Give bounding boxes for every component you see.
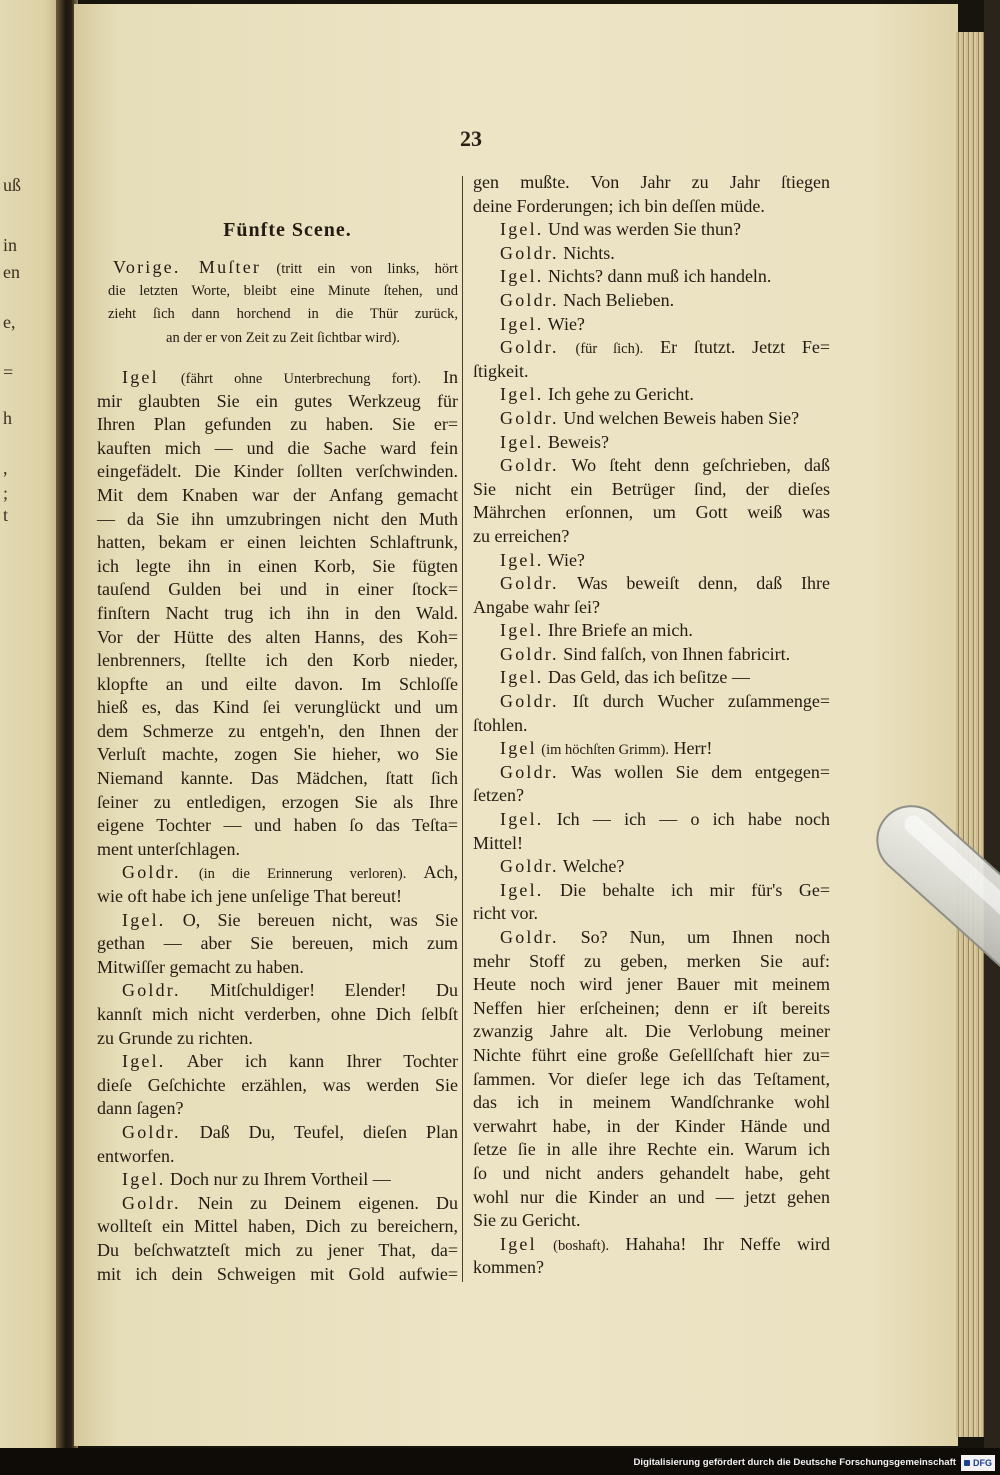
text-line [473, 1020, 830, 1044]
column-divider [462, 176, 463, 1282]
line-text: kannſt mich nicht verderben, ohne Dich ſelbſt [97, 1004, 458, 1024]
text-line [97, 390, 458, 414]
dialogue-paragraph [97, 1192, 458, 1286]
page-number: 23 [460, 126, 482, 151]
line-text: ſeiner zu entledigen, erzogen Sie als Ihre [97, 791, 458, 812]
line-text: Ich gehe zu Gericht. [547, 384, 694, 405]
text-line [97, 437, 458, 461]
line-text: Mitſchuldiger! Elender! Du [210, 980, 458, 1001]
speaker-name: Igel. [500, 313, 544, 334]
line-text: Mährchen erſonnen, um Gott weiß was [473, 502, 830, 523]
facing-page-fragment: = [3, 362, 14, 382]
line-text: mir glaubten Sie ein gutes Werkzeug für [97, 390, 458, 411]
line-text: Und welchen Beweis haben Sie? [563, 407, 800, 428]
line-text: O, Sie bereuen nicht, was Sie [182, 909, 458, 930]
text-line [97, 413, 458, 437]
right-column-dialogue [473, 171, 830, 1280]
inline-stage-direction: (fährt ohne Unterbrechung fort). [180, 370, 421, 387]
text-line [473, 1091, 830, 1115]
text-line [97, 814, 458, 838]
line-text: Doch nur zu Ihrem Vortheil — [169, 1169, 391, 1190]
text-line [108, 280, 458, 304]
line-text: ſammen. Vor dieſer lege ich das Teſtament, [473, 1068, 830, 1089]
speaker-name: Goldr. [500, 242, 559, 263]
text-line [97, 578, 458, 602]
speaker-name: Igel. [500, 431, 544, 452]
text-line [473, 572, 830, 596]
speaker-name: Goldr. [500, 337, 559, 358]
text-line [473, 1044, 830, 1068]
text-line [97, 366, 458, 390]
line-text: dann ſagen? [97, 1098, 184, 1119]
dialogue-paragraph [473, 171, 830, 218]
speaker-name: Igel. [500, 879, 544, 900]
line-text: eigene Tochter — und haben ſo das Teſta= [97, 815, 458, 836]
line-text: Wie? [547, 549, 585, 570]
text-line [473, 1233, 830, 1257]
line-text: Heute noch wird jener Bauer mit meinem [473, 974, 830, 995]
text-line [97, 838, 458, 862]
text-line [97, 767, 458, 791]
line-text: wie oft habe ich jene unſelige That bereut! [97, 886, 403, 907]
line-text: richt vor. [473, 903, 538, 924]
text-line [97, 1097, 458, 1121]
dialogue-paragraph [473, 289, 830, 313]
facing-page-fragment: e, [3, 312, 16, 332]
dialogue-paragraph [97, 366, 458, 861]
text-line [97, 508, 458, 532]
dfg-logo-text: DFG [973, 1458, 992, 1468]
line-text: Du beſchwatzteſt mich zu jener That, da= [97, 1239, 458, 1260]
speaker-name: Igel. [500, 384, 544, 405]
dialogue-paragraph [473, 218, 830, 242]
scene-heading: Fünfte Scene. [223, 219, 352, 241]
dialogue-paragraph [473, 454, 830, 548]
text-line [97, 861, 458, 885]
text-line [473, 454, 830, 478]
dialogue-paragraph [97, 979, 458, 1050]
line-text: (in die Erinnerung verloren). Ach, [198, 862, 459, 883]
dialogue-paragraph [473, 761, 830, 808]
text-line [473, 1186, 830, 1210]
text-line [473, 313, 830, 337]
facing-page-fragment: en [3, 262, 20, 282]
inline-stage-direction: (im höchſten Grimm). [541, 742, 669, 759]
line-text: Mit dem Knaben war der Anfang gemacht [97, 484, 458, 505]
dialogue-paragraph [473, 549, 830, 573]
speaker-name: Goldr. [500, 573, 559, 594]
speaker-name: Igel. [122, 1169, 166, 1190]
line-text: Welche? [562, 856, 625, 877]
facing-page-fragment: h [3, 408, 12, 428]
text-line [97, 909, 458, 933]
text-line [97, 531, 458, 555]
line-text: — da Sie ihn umzubringen nicht den Muth [97, 508, 458, 529]
text-line [97, 484, 458, 508]
speaker-name: Goldr. [122, 862, 181, 883]
glass-page-weight-shape [860, 775, 1000, 975]
text-line [473, 265, 830, 289]
text-line [97, 1027, 458, 1051]
speaker-name: Goldr. [500, 289, 559, 310]
text-line [473, 784, 830, 808]
speaker-name: Goldr. [122, 1121, 181, 1142]
line-text: lenbrenners, ſtellte ich den Korb nieder, [97, 650, 458, 671]
dialogue-paragraph [473, 383, 830, 407]
speaker-name: Goldr. [122, 980, 181, 1001]
dialogue-paragraph [473, 643, 830, 667]
text-line [473, 1115, 830, 1139]
dialogue-paragraph [97, 1121, 458, 1168]
dialogue-paragraph [473, 313, 830, 337]
speaker-name: Igel [500, 1233, 537, 1254]
line-text: Was beweiſt denn, daß Ihre [577, 573, 830, 594]
line-text: Sie nicht ein Betrüger ſind, der dieſes [473, 478, 830, 499]
text-line [97, 649, 458, 673]
text-line [97, 932, 458, 956]
line-text: gethan — aber Sie bereuen, mich zum [97, 933, 458, 954]
text-line [473, 808, 830, 832]
speaker-name: Igel. [500, 620, 544, 641]
text-line [473, 336, 830, 360]
line-text: eingefädelt. Die Kinder ſollten verſchwinden. [97, 461, 458, 482]
dialogue-paragraph [473, 572, 830, 619]
text-line [473, 1068, 830, 1092]
line-text: ſtigkeit. [473, 360, 529, 381]
line-text: Ihren Plan gefunden zu haben. Sie er= [97, 414, 458, 435]
text-line [473, 1209, 830, 1233]
line-text: Iſt durch Wucher zuſammenge= [572, 691, 830, 712]
text-line [97, 1239, 458, 1263]
dialogue-paragraph [473, 808, 830, 855]
line-text: ſetze ſie in alle ihre Rechte ein. Warum ich [473, 1139, 830, 1160]
line-text: kauften mich — und die Sache ward fein [97, 437, 458, 458]
text-line [473, 832, 830, 856]
speaker-name: Igel. [500, 549, 544, 570]
dialogue-paragraph [97, 909, 458, 980]
line-text: Angabe wahr ſei? [473, 596, 600, 617]
text-line [97, 1192, 458, 1216]
text-line [97, 1050, 458, 1074]
text-line [97, 460, 458, 484]
text-line [473, 431, 830, 455]
facing-page-fragment: in [3, 235, 18, 255]
text-line [473, 879, 830, 903]
text-line [473, 407, 830, 431]
line-text: zu erreichen? [473, 525, 570, 546]
line-text: Aber ich kann Ihrer Tochter [186, 1051, 458, 1072]
page-stack-edge [956, 32, 986, 1437]
text-line [473, 195, 830, 219]
line-text: Wo ſteht denn geſchrieben, daß [571, 455, 830, 476]
speaker-name: Goldr. [500, 691, 559, 712]
text-line [473, 855, 830, 879]
line-text: Ihre Briefe an mich. [547, 620, 693, 641]
text-line [97, 743, 458, 767]
right-text-column [473, 171, 830, 1280]
text-line [97, 1145, 458, 1169]
text-line [97, 1121, 458, 1145]
line-text: an der er von Zeit zu Zeit ſichtbar wird). [166, 329, 400, 346]
line-text: Daß Du, Teufel, dieſen Plan [199, 1121, 459, 1142]
text-line [473, 1138, 830, 1162]
line-text: Nichts. [563, 242, 615, 263]
text-line [97, 1168, 458, 1192]
line-text: mit ich dein Schweigen mit Gold aufwie= [97, 1263, 458, 1284]
speaker-name: Igel [500, 738, 537, 759]
line-text: kommen? [473, 1257, 544, 1278]
line-text: dem Schmerze zu entgeh'n, den Ihnen der [97, 720, 458, 741]
text-line [473, 171, 830, 195]
line-text: Wie? [547, 313, 585, 334]
dialogue-paragraph [97, 1050, 458, 1121]
line-text: das ich in meinem Wandſchranke wohl [473, 1092, 830, 1113]
dialogue-paragraph [473, 666, 830, 690]
speaker-name: Igel. [122, 909, 166, 930]
inline-stage-direction: (boshaft). [553, 1237, 610, 1254]
line-text: zwanzig Jahre alt. Die Verlobung meiner [473, 1021, 830, 1042]
background-edge [984, 0, 1000, 1475]
text-line [473, 478, 830, 502]
speaker-name: Vorige. Muſter [113, 257, 262, 277]
speaker-name: Goldr. [500, 761, 559, 782]
dfg-logo-icon [964, 1460, 970, 1466]
line-text: Nichte führt eine große Geſellſchaft hier zu= [473, 1044, 830, 1065]
line-text: tauſend Gulden bei und in einer ſtock= [97, 579, 458, 600]
line-text: ſtohlen. [473, 714, 528, 735]
text-line [108, 327, 458, 351]
text-line [97, 555, 458, 579]
text-line [97, 956, 458, 980]
line-text: (fährt ohne Unterbrechung fort). In [180, 366, 458, 387]
line-text: Vor der Hütte des alten Hanns, des Koh= [97, 626, 458, 647]
facing-page-fragment: , [3, 458, 8, 478]
facing-page-fragment: uß [3, 175, 21, 195]
line-text: Beweis? [547, 431, 609, 452]
text-line [108, 256, 458, 280]
facing-page-fragment: t [3, 505, 9, 525]
digitization-credit: Digitalisierung gefördert durch die Deutsche Forschungsgemeinschaft [633, 1457, 956, 1468]
text-line [473, 926, 830, 950]
text-line [97, 696, 458, 720]
text-line [97, 791, 458, 815]
text-line [473, 737, 830, 761]
speaker-name: Goldr. [500, 643, 559, 664]
line-text: Sind falſch, von Ihnen fabricirt. [563, 643, 791, 664]
text-line [97, 1263, 458, 1287]
line-text: ſo und nicht anders gehandelt habe, geht [473, 1162, 830, 1183]
line-text: ment unterſchlagen. [97, 838, 240, 859]
text-line [473, 289, 830, 313]
text-line [473, 596, 830, 620]
line-text: wohl nur die Kinder an und — jetzt gehen [473, 1186, 830, 1207]
line-text: zieht ſich dann horchend in die Thür zurück, [108, 306, 458, 323]
dialogue-paragraph [473, 336, 830, 383]
line-text: hatten, bekam er einen leichten Schlaftrunk, [97, 532, 458, 553]
line-text: gen mußte. Von Jahr zu Jahr ſtiegen [473, 172, 830, 192]
text-line [473, 997, 830, 1021]
dialogue-paragraph [473, 879, 830, 926]
line-text: Was wollen Sie dem entgegen= [570, 761, 830, 782]
text-line [473, 1256, 830, 1280]
speaker-name: Igel. [122, 1051, 166, 1072]
text-line [473, 902, 830, 926]
line-text: (boshaft). Hahaha! Ihr Neffe wird [553, 1233, 830, 1254]
text-line [97, 1003, 458, 1027]
line-text: Nach Belieben. [563, 289, 675, 310]
dialogue-paragraph [473, 926, 830, 1233]
speaker-name: Goldr. [500, 856, 559, 877]
inline-stage-direction: (in die Erinnerung verloren). [198, 866, 407, 883]
text-line [473, 501, 830, 525]
dialogue-paragraph [473, 855, 830, 879]
dfg-logo [961, 1455, 995, 1471]
text-line [473, 643, 830, 667]
inline-stage-direction: (für ſich). [575, 341, 644, 358]
line-text: ich legte ihn in einen Korb, Sie fügten [97, 555, 458, 576]
dialogue-paragraph [473, 1233, 830, 1280]
text-line [473, 690, 830, 714]
text-line [473, 218, 830, 242]
dialogue-paragraph [473, 690, 830, 737]
dialogue-paragraph [473, 431, 830, 455]
line-text: Und was werden Sie thun? [547, 219, 741, 240]
left-column-dialogue [97, 366, 458, 1286]
line-text: So? Nun, um Ihnen noch [580, 927, 830, 947]
left-text-column [97, 218, 458, 1286]
line-text: Sie zu Gericht. [473, 1210, 581, 1231]
line-text: Verluſt machte, zogen Sie hieher, wo Sie [97, 744, 458, 765]
line-text: entworfen. [97, 1145, 175, 1166]
line-text: (im höchſten Grimm). Herr! [541, 738, 713, 759]
text-line [473, 973, 830, 997]
speaker-name: Goldr. [500, 927, 559, 947]
text-line [97, 673, 458, 697]
speaker-name: Igel. [500, 667, 544, 688]
line-text: Ich — ich — o ich habe noch [556, 809, 830, 830]
line-text: hieß es, das Kind ſei verunglückt und um [97, 697, 458, 718]
stage-direction-block [97, 256, 458, 350]
line-text: zu Grunde zu richten. [97, 1027, 253, 1048]
dialogue-paragraph [473, 619, 830, 643]
line-text: Neffen hier erſcheinen; denn er iſt bereits [473, 997, 830, 1018]
text-line [97, 979, 458, 1003]
speaker-name: Igel [122, 366, 159, 387]
text-line [97, 1074, 458, 1098]
line-text: Niemand kannte. Das Mädchen, ſtatt ſich [97, 768, 458, 789]
text-line [473, 950, 830, 974]
text-line [473, 360, 830, 384]
speaker-name: Goldr. [122, 1192, 181, 1213]
speaker-name: Igel. [500, 266, 544, 287]
line-text: ſetzen? [473, 785, 524, 806]
text-line [97, 1215, 458, 1239]
text-line [473, 1162, 830, 1186]
dialogue-paragraph [473, 242, 830, 266]
line-text: Das Geld, das ich beſitze — [547, 667, 750, 688]
text-line [473, 549, 830, 573]
line-text: mehr Stoff zu geben, merken Sie auf: [473, 950, 830, 971]
text-line [97, 602, 458, 626]
line-text: Mitwiſſer gemacht zu haben. [97, 956, 304, 977]
line-text: die letzten Worte, bleibt eine Minute ſtehen, und [108, 282, 458, 299]
text-line [473, 525, 830, 549]
facing-page-edge [0, 0, 64, 1448]
text-line [108, 303, 458, 327]
line-text: finſtern Nacht trug ich ihn in den Wald. [97, 602, 458, 623]
line-text: deine Forderungen; ich bin deſſen müde. [473, 195, 765, 216]
dialogue-paragraph [97, 861, 458, 908]
line-text: (tritt ein von links, hört [276, 261, 458, 277]
facing-page-fragment: ; [3, 483, 9, 503]
line-text: (für ſich). Er ſtutzt. Jetzt Fe= [575, 337, 831, 358]
dialogue-paragraph [473, 407, 830, 431]
speaker-name: Goldr. [500, 455, 559, 476]
text-line [473, 666, 830, 690]
line-text: verwahrt habe, in der Kinder Hände und [473, 1115, 830, 1136]
line-text: Nichts? dann muß ich handeln. [547, 266, 772, 287]
text-line [473, 619, 830, 643]
dialogue-paragraph [473, 265, 830, 289]
dialogue-paragraph [473, 737, 830, 761]
text-line [473, 242, 830, 266]
text-line [473, 383, 830, 407]
dialogue-paragraph [97, 1168, 458, 1192]
line-text: Die behalte ich mir für's Ge= [560, 879, 830, 900]
text-line [473, 761, 830, 785]
speaker-name: Goldr. [500, 407, 559, 428]
line-text: Mittel! [473, 832, 523, 853]
line-text: dieſe Geſchichte erzählen, was werden Sie [97, 1074, 458, 1095]
text-line [473, 714, 830, 738]
line-text: wollteſt ein Mittel haben, Dich zu bereichern, [97, 1216, 458, 1237]
speaker-name: Igel. [500, 809, 544, 830]
line-text: Nein zu Deinem eigenen. Du [197, 1192, 458, 1213]
speaker-name: Igel. [500, 219, 544, 240]
line-text: klopfte an und eilte davon. Im Schloſſe [97, 673, 458, 694]
text-line [97, 626, 458, 650]
text-line [97, 720, 458, 744]
text-line [97, 885, 458, 909]
